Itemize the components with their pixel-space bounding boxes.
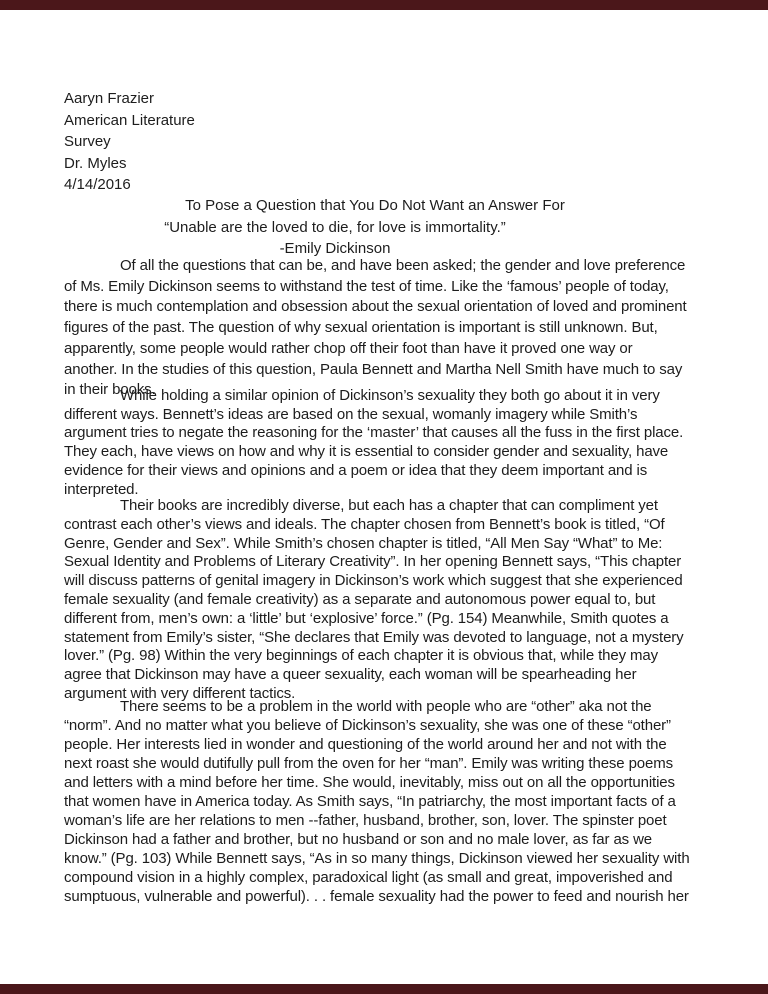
text-line: argument tries to negate the reasoning for the ‘master’ that causes all the fuss in the first place.	[64, 424, 684, 442]
text-line: woman’s life are her relations to men --father, husband, brother, son, lover. The spinster poet	[64, 812, 667, 829]
text-line: agree that Dickinson may have a queer sexuality, each woman will be spearheading her	[64, 666, 637, 684]
heading-line: Dr. Myles	[64, 154, 127, 172]
text-line: different from, men’s own: a ‘little’ but ‘explosive’ force.” (Pg. 154) Meanwhile, Smith quotes a	[64, 609, 669, 627]
heading-line: Survey	[64, 133, 111, 150]
text-line: Genre, Gender and Sex”. While Smith’s chosen chapter is titled, “All Men Say “What” to Me:	[64, 534, 663, 552]
text-line: Their books are incredibly diverse, but each has a chapter that can compliment yet	[120, 497, 658, 514]
text-line: “norm”. And no matter what you believe of Dickinson’s sexuality, she was one of these “other”	[64, 717, 671, 734]
text-line: evidence for their views and opinions and a poem or idea that they deem important and is	[64, 461, 648, 479]
text-line: lover.” (Pg. 98) Within the very beginnings of each chapter it is obvious that, while they may	[64, 647, 659, 665]
text-line: sumptuous, vulnerable and powerful). . . female sexuality had the power to feed and nourish her	[64, 888, 689, 905]
text-line: female sexuality (and female creativity) as a separate and autonomous power equal to, but	[64, 590, 656, 608]
text-line: of Ms. Emily Dickinson seems to withstand the test of time. Like the ‘famous’ people of today,	[64, 277, 669, 295]
text-line: that women have in America today. As Smith says, “In patriarchy, the most important facts of a	[64, 793, 676, 810]
text-line: There seems to be a problem in the world with people who are “other” aka not the	[120, 698, 652, 715]
epigraph	[64, 217, 606, 260]
heading-line: Aaryn Frazier	[64, 90, 155, 107]
heading-block	[64, 88, 195, 196]
text-line: in their books.	[64, 381, 156, 399]
heading-line: American Literature	[64, 111, 195, 129]
text-line: and letters with a mind before her time. She would, inevitably, miss out on all the opportunities	[64, 774, 675, 791]
text-line: different ways. Bennett’s ideas are based on the sexual, womanly imagery while Smith’s	[64, 405, 638, 423]
epigraph-quote: “Unable are the loved to die, for love is immortality.”	[164, 219, 506, 236]
text-line: While holding a similar opinion of Dickinson’s sexuality they both go about it in very	[120, 387, 660, 404]
text-line: another. In the studies of this question, Paula Bennett and Martha Nell Smith have much to say	[64, 360, 683, 378]
text-line: statement from Emily’s sister, “She declares that Emily was devoted to language, not a mystery	[64, 628, 684, 646]
essay-title: To Pose a Question that You Do Not Want an Answer For	[185, 197, 565, 214]
paragraph	[64, 697, 724, 906]
text-line: compound vision in a highly complex, paradoxical light (as small and great, impoverished and	[64, 869, 673, 886]
heading-line: 4/14/2016	[64, 176, 131, 193]
paragraph	[64, 497, 724, 704]
text-line: Dickinson had a father and brother, but no husband or son and no male lover, as far as we	[64, 831, 653, 848]
text-line: figures of the past. The question of why sexual orientation is important is still unknown. But,	[64, 319, 658, 337]
text-line: They each, have views on how and why it is essential to consider gender and sexuality, have	[64, 443, 669, 461]
text-line: contrast each other’s views and ideals. The chapter chosen from Bennett’s book is titled, “Of	[64, 515, 665, 533]
text-line: next roast she would dutifully pull from the oven for her “man”. Emily was writing these poems	[64, 755, 673, 772]
text-line: argument with very different tactics.	[64, 684, 296, 702]
text-line: interpreted.	[64, 480, 139, 498]
paragraph	[64, 256, 724, 401]
text-line: apparently, some people would rather chop off their foot than have it proved one way or	[64, 339, 633, 357]
bottom-border-bar	[0, 984, 768, 994]
text-line: Sexual Identity and Problems of Literary Creativity”. In her opening Bennett says, “This chapter	[64, 553, 682, 571]
paragraph	[64, 387, 724, 499]
text-line: people. Her interests lied in wonder and questioning of the world around her and not with the	[64, 736, 667, 753]
epigraph-attribution: -Emily Dickinson	[279, 240, 391, 258]
text-line: Of all the questions that can be, and have been asked; the gender and love preference	[120, 257, 686, 274]
text-line: will discuss patterns of genital imagery in Dickinson’s work which suggest that she experienced	[64, 572, 683, 590]
text-line: there is much contemplation and obsession about the sexual orientation of loved and prominent	[64, 298, 687, 316]
top-border-bar	[0, 0, 768, 10]
text-line: know.” (Pg. 103) While Bennett says, “As in so many things, Dickinson viewed her sexuality with	[64, 850, 690, 867]
